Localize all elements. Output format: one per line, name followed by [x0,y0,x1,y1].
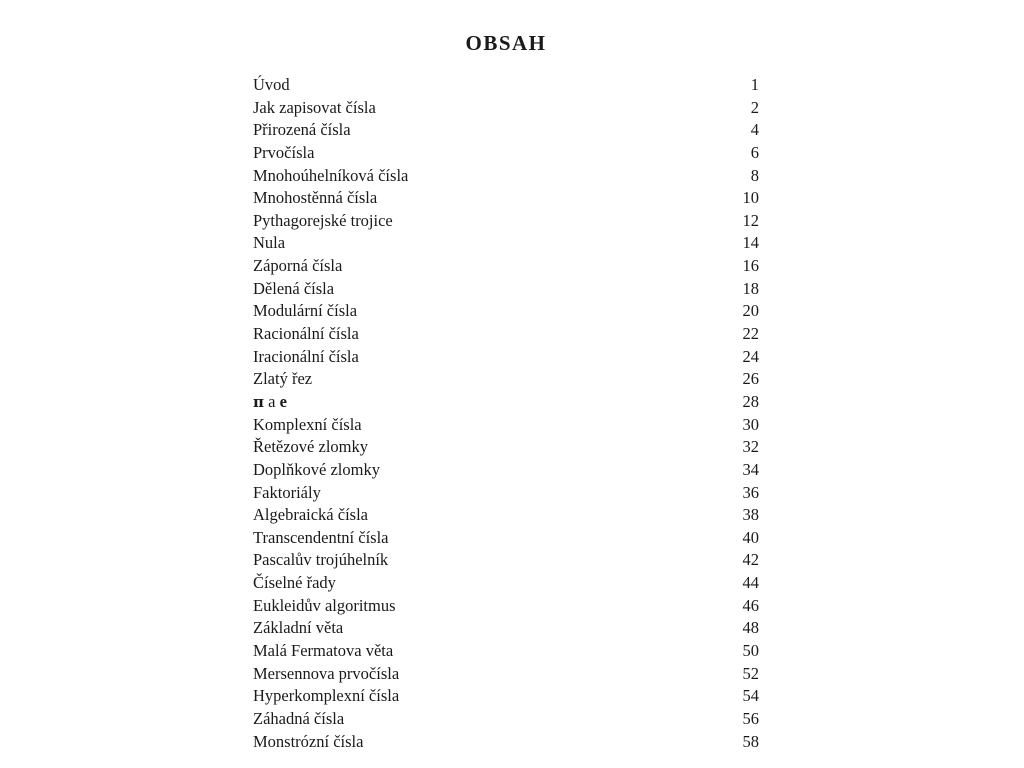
toc-entry-title: Eukleidův algoritmus [253,595,396,615]
toc-entry [253,595,759,618]
toc-entry [253,97,759,120]
toc-entry-title: Zlatý řez [253,369,313,389]
toc-entry-page: 30 [742,414,759,434]
toc-entry [253,482,759,505]
toc-entry-page: 32 [742,437,759,457]
toc-entry [253,368,759,391]
toc-entry [253,232,759,255]
toc-entry [253,165,759,188]
toc-entry-page: 42 [742,550,759,570]
toc-entry-title: Faktoriály [253,482,321,502]
toc-entry-page: 50 [742,641,759,661]
toc-entry [253,323,759,346]
toc-entry [253,74,759,97]
toc-entry-page: 14 [742,233,759,253]
toc-entry [253,346,759,369]
toc-entry-title: Jak zapisovat čísla [253,97,376,117]
toc-entry-title: Řetězové zlomky [253,437,369,457]
toc-entry [253,663,759,686]
toc-entry-page: 22 [742,324,759,344]
toc-entry-page: 52 [742,663,759,683]
toc-entry [253,278,759,301]
toc-entry-title: Pythagorejské trojice [253,210,393,230]
toc-entry-page: 18 [742,278,759,298]
toc-entry [253,731,759,754]
toc-entry-page: 46 [742,595,759,615]
toc-entry-page: 44 [742,573,759,593]
toc-entry-title: Přirozená čísla [253,120,351,140]
toc-entry [253,708,759,731]
table-of-contents [253,74,759,753]
toc-entry-page: 6 [750,142,759,162]
toc-entry [253,436,759,459]
toc-entry-title: Doplňkové zlomky [253,459,380,479]
toc-entry-page: 8 [750,165,759,185]
toc-entry-page: 34 [742,459,759,479]
toc-entry-title: Prvočísla [253,142,315,162]
toc-entry [253,572,759,595]
toc-entry-page: 28 [742,391,759,411]
toc-entry-title: Iracionální čísla [253,346,359,366]
toc-entry-page: 40 [742,527,759,547]
toc-entry-title: Pascalův trojúhelník [253,550,389,570]
toc-entry [253,685,759,708]
toc-entry-title: Komplexní čísla [253,414,362,434]
toc-entry [253,549,759,572]
toc-entry-page: 16 [742,256,759,276]
toc-entry [253,300,759,323]
toc-entry [253,504,759,527]
toc-entry-title: Dělená čísla [253,278,335,298]
toc-entry-title: Mnohoúhelníková čísla [253,165,409,185]
toc-entry [253,255,759,278]
toc-entry-title: Záporná čísla [253,256,343,276]
page-title: OBSAH [465,31,547,56]
toc-entry-title: Mersennova prvočísla [253,663,400,683]
toc-entry-title: Modulární čísla [253,301,358,321]
toc-entry-page: 56 [742,708,759,728]
toc-entry [253,459,759,482]
toc-entry-conjunction: a [263,391,280,411]
toc-entry-page: 12 [742,210,759,230]
toc-entry-title: Malá Fermatova věta [253,641,394,661]
toc-entry-title: Transcendentní čísla [253,527,389,547]
toc-entry-title: Číselné řady [253,573,336,593]
toc-entry-title: Monstrózní čísla [253,731,364,751]
toc-entry [253,527,759,550]
toc-entry-page: 20 [742,301,759,321]
toc-entry [253,210,759,233]
toc-entry-page: 26 [742,369,759,389]
toc-entry [253,119,759,142]
toc-entry-title: Základní věta [253,618,344,638]
toc-entry-title: Algebraická čísla [253,505,368,525]
toc-entry-page: 54 [742,686,759,706]
e-symbol: e [279,391,287,411]
toc-entry-title: Úvod [253,75,290,94]
toc-entry [253,142,759,165]
toc-entry-page: 2 [750,97,759,117]
toc-entry-page: 58 [742,731,759,751]
toc-entry-title: Racionální čísla [253,324,359,344]
toc-entry-page: 10 [742,188,759,208]
toc-entry-title: Hyperkomplexní čísla [253,686,400,706]
toc-entry [253,414,759,437]
pi-symbol: π [253,392,264,411]
toc-entry-title: Mnohostěnná čísla [253,188,378,208]
toc-entry [253,640,759,663]
toc-entry-page: 38 [742,505,759,525]
toc-entry-page: 36 [742,482,759,502]
toc-entry-page: 4 [750,120,759,140]
toc-entry-page: 24 [742,346,759,366]
toc-entry-title [253,391,287,414]
toc-entry-title: Nula [253,233,286,253]
toc-entry [253,391,759,414]
toc-entry [253,187,759,210]
toc-entry-page: 1 [750,75,759,94]
toc-entry [253,617,759,640]
toc-entry-page: 48 [742,618,759,638]
toc-entry-title: Záhadná čísla [253,708,345,728]
